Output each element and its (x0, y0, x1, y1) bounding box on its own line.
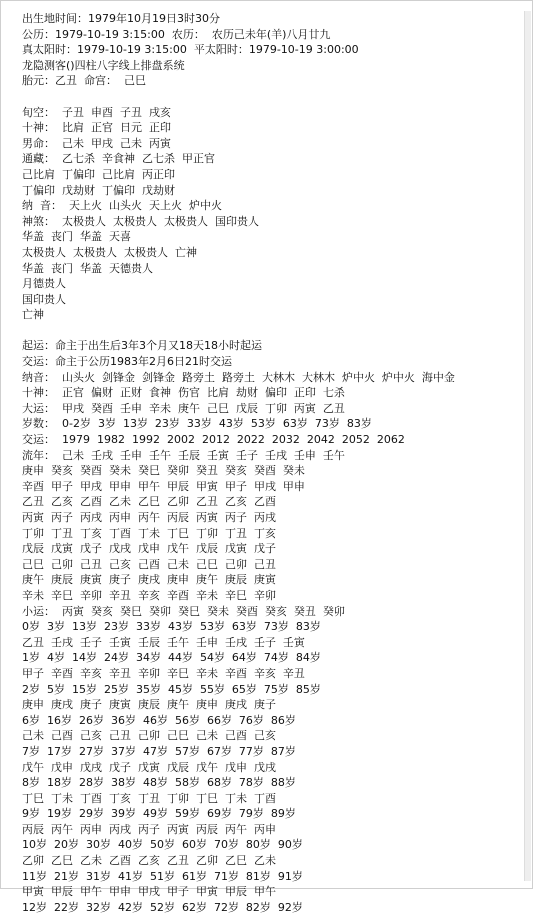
text-line: 丙寅 丙子 丙戌 丙申 丙午 丙辰 丙寅 丙子 丙戌 (22, 511, 276, 524)
text-line: 1岁 4岁 14岁 24岁 34岁 44岁 54岁 64岁 74岁 84岁 (22, 651, 321, 665)
text-line: 交运：命主于公历1983年2月6日21时交运 (22, 355, 232, 369)
text-line: 戊午 戊申 戊戌 戊子 戊寅 戊辰 戊午 戊申 戊戌 (22, 760, 276, 774)
text-line: 交运： 1979 1982 1992 2002 2012 2022 2032 2042 2052 2062 (22, 433, 405, 447)
text-line: 真太阳时：1979-10-19 3:15:00 平太阳时：1979-10-19 3:00:00 (22, 43, 359, 57)
text-line: 起运：命主于出生后3年3个月又18天18小时起运 (22, 339, 262, 353)
text-line: 胎元：乙丑 命宫： 己巳 (22, 74, 146, 88)
text-line: 出生地时间：1979年10月19日3时30分 (22, 12, 220, 25)
text-line: 12岁 22岁 32岁 42岁 52岁 62岁 72岁 82岁 92岁 (22, 900, 303, 914)
text-line: 甲寅 甲辰 甲午 甲申 甲戌 甲子 甲寅 甲辰 甲午 (22, 885, 276, 899)
text-line: 通藏： 乙七杀 辛食神 乙七杀 甲正官 (22, 152, 215, 166)
text-line: 太极贵人 太极贵人 太极贵人 亡神 (22, 245, 197, 259)
text-line: 十神： 比肩 正官 日元 正印 (22, 121, 171, 135)
text-line: 乙卯 乙巳 乙未 乙酉 乙亥 乙丑 乙卯 乙巳 乙未 (22, 854, 276, 868)
text-line: 龙隐测客()四柱八字线上排盘系统 (22, 58, 185, 72)
text-line: 9岁 19岁 29岁 39岁 49岁 59岁 69岁 79岁 89岁 (22, 807, 296, 821)
text-line: 0岁 3岁 13岁 23岁 33岁 43岁 53岁 63岁 73岁 83岁 (22, 620, 321, 634)
text-line: 丁偏印 戊劫财 丁偏印 戊劫财 (22, 183, 175, 197)
text-line: 庚午 庚辰 庚寅 庚子 庚戌 庚申 庚午 庚辰 庚寅 (22, 573, 276, 587)
text-line: 乙丑 壬戌 壬子 壬寅 壬辰 壬午 壬申 壬戌 壬子 壬寅 (22, 635, 305, 649)
text-line: 辛未 辛巳 辛卯 辛丑 辛亥 辛酉 辛未 辛巳 辛卯 (22, 588, 276, 602)
text-line: 大运： 甲戌 癸酉 壬申 辛未 庚午 己巳 戊辰 丁卯 丙寅 乙丑 (22, 401, 345, 415)
bazi-chart-text (22, 11, 522, 915)
text-line: 7岁 17岁 27岁 37岁 47岁 57岁 67岁 77岁 87岁 (22, 744, 296, 758)
text-line: 十神： 正官 偏财 正财 食神 伤官 比肩 劫财 偏印 正印 七杀 (22, 386, 345, 400)
text-line: 乙丑 乙亥 乙酉 乙未 乙巳 乙卯 乙丑 乙亥 乙酉 (22, 495, 276, 509)
scrollbar[interactable] (524, 11, 531, 881)
text-line: 甲子 辛酉 辛亥 辛丑 辛卯 辛巳 辛未 辛酉 辛亥 辛丑 (22, 666, 305, 680)
text-line: 11岁 21岁 31岁 41岁 51岁 61岁 71岁 81岁 91岁 (22, 869, 303, 883)
text-line: 华盖 丧门 华盖 天喜 (22, 230, 131, 244)
text-line: 丁卯 丁丑 丁亥 丁酉 丁未 丁巳 丁卯 丁丑 丁亥 (22, 526, 276, 540)
text-line: 2岁 5岁 15岁 25岁 35岁 45岁 55岁 65岁 75岁 85岁 (22, 682, 321, 696)
text-line: 岁数： 0-2岁 3岁 13岁 23岁 33岁 43岁 53岁 63岁 73岁 83岁 (22, 417, 372, 431)
text-line: 国印贵人 (22, 292, 66, 306)
text-line: 10岁 20岁 30岁 40岁 50岁 60岁 70岁 80岁 90岁 (22, 838, 303, 852)
text-line: 己巳 己卯 己丑 己亥 己酉 己未 己巳 己卯 己丑 (22, 557, 276, 571)
text-line: 公历：1979-10-19 3:15:00 农历： 农历己未年(羊)八月廿九 (22, 27, 331, 41)
text-line: 己未 己酉 己亥 己丑 己卯 己巳 己未 己酉 己亥 (22, 729, 276, 743)
text-line: 华盖 丧门 华盖 天德贵人 (22, 261, 153, 275)
text-line: 辛酉 甲子 甲戌 甲申 甲午 甲辰 甲寅 甲子 甲戌 甲申 (22, 479, 305, 493)
text-line: 丙辰 丙午 丙申 丙戌 丙子 丙寅 丙辰 丙午 丙申 (22, 822, 276, 836)
text-line: 丁巳 丁未 丁酉 丁亥 丁丑 丁卯 丁巳 丁未 丁酉 (22, 791, 276, 805)
text-line: 庚申 庚戌 庚子 庚寅 庚辰 庚午 庚申 庚戌 庚子 (22, 698, 276, 712)
text-line: 庚申 癸亥 癸酉 癸未 癸巳 癸卯 癸丑 癸亥 癸酉 癸未 (22, 464, 305, 478)
text-line: 纳音： 山头火 剑锋金 剑锋金 路旁土 路旁土 大林木 大林木 炉中火 炉中火 海中金 (22, 370, 455, 384)
text-line: 戊辰 戊寅 戊子 戊戌 戊申 戊午 戊辰 戊寅 戊子 (22, 542, 276, 556)
text-line: 旬空： 子丑 申酉 子丑 戌亥 (22, 105, 171, 119)
text-line: 小运： 丙寅 癸亥 癸巳 癸卯 癸巳 癸未 癸酉 癸亥 癸丑 癸卯 (22, 604, 345, 618)
section-spacer (22, 89, 522, 105)
text-line: 神煞： 太极贵人 太极贵人 太极贵人 国印贵人 (22, 214, 259, 228)
text-line: 8岁 18岁 28岁 38岁 48岁 58岁 68岁 78岁 88岁 (22, 776, 296, 790)
text-line: 月德贵人 (22, 277, 66, 291)
text-line: 流年： 己未 壬戌 壬申 壬午 壬辰 壬寅 壬子 壬戌 壬申 壬午 (22, 448, 345, 462)
text-line: 纳 音： 天上火 山头火 天上火 炉中火 (22, 199, 222, 213)
text-line: 亡神 (22, 308, 44, 322)
section-spacer (22, 323, 522, 339)
text-line: 己比肩 丁偏印 己比肩 丙正印 (22, 167, 175, 181)
text-line: 男命： 己未 甲戌 己未 丙寅 (22, 136, 171, 150)
text-line: 6岁 16岁 26岁 36岁 46岁 56岁 66岁 76岁 86岁 (22, 713, 296, 727)
